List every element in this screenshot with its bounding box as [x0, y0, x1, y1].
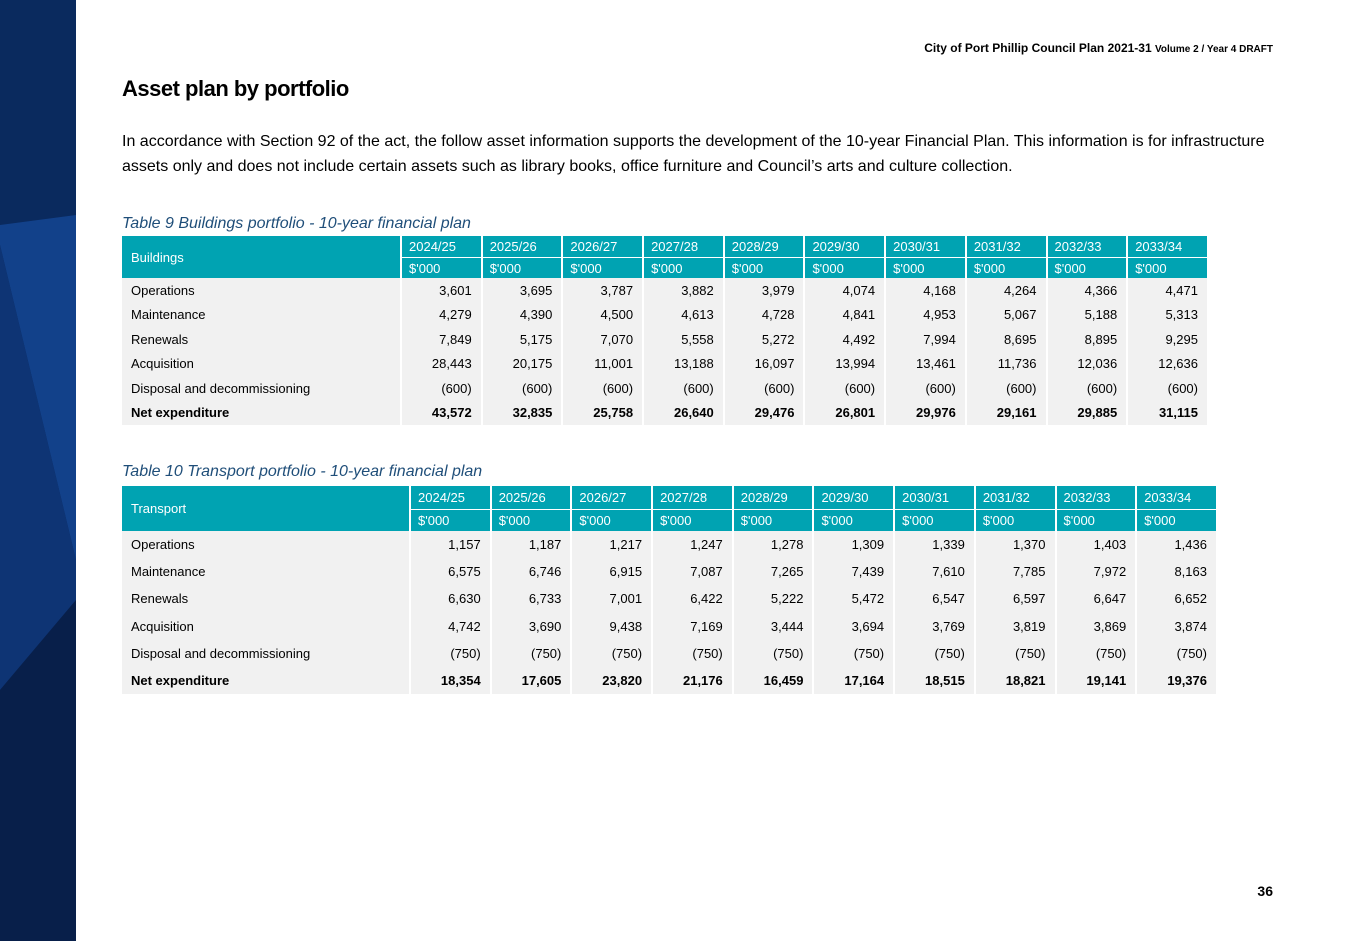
unit-header: $'000: [491, 510, 572, 532]
value-cell: 5,558: [643, 327, 724, 352]
transport-table: [122, 486, 1218, 694]
unit-header: $'000: [975, 510, 1056, 532]
row-label: Renewals: [122, 327, 401, 352]
unit-header: $'000: [1127, 258, 1208, 279]
value-cell: 7,994: [885, 327, 966, 352]
value-cell: 3,979: [724, 278, 805, 303]
value-cell: (600): [885, 376, 966, 401]
page-number: 36: [1257, 883, 1273, 899]
row-label: Disposal and decommissioning: [122, 640, 410, 667]
value-cell: (600): [1127, 376, 1208, 401]
value-cell: (600): [401, 376, 482, 401]
value-cell: (600): [1047, 376, 1128, 401]
value-cell: 3,444: [733, 613, 814, 640]
header-subtitle: Volume 2 / Year 4 DRAFT: [1154, 44, 1273, 55]
row-label: Acquisition: [122, 613, 410, 640]
unit-header: $'000: [1056, 510, 1137, 532]
value-cell: 5,188: [1047, 303, 1128, 328]
value-cell: 3,882: [643, 278, 724, 303]
unit-header: $'000: [1047, 258, 1128, 279]
table-row: [122, 376, 1208, 401]
sidebar-decoration: [0, 0, 76, 941]
value-cell: 29,476: [724, 401, 805, 426]
value-cell: 5,067: [966, 303, 1047, 328]
value-cell: 20,175: [482, 352, 563, 377]
unit-header: $'000: [410, 510, 491, 532]
row-label: Acquisition: [122, 352, 401, 377]
header-title: City of Port Phillip Council Plan 2021-31: [924, 41, 1152, 55]
unit-header: $'000: [733, 510, 814, 532]
year-header: 2024/25: [401, 236, 482, 258]
buildings-table: [122, 236, 1209, 425]
year-header: 2030/31: [885, 236, 966, 258]
value-cell: 6,597: [975, 585, 1056, 612]
value-cell: 16,459: [733, 667, 814, 694]
table-row: [122, 585, 1217, 612]
value-cell: (750): [975, 640, 1056, 667]
value-cell: (750): [1136, 640, 1217, 667]
unit-header: $'000: [724, 258, 805, 279]
value-cell: 17,164: [813, 667, 894, 694]
value-cell: 26,801: [804, 401, 885, 426]
value-cell: 4,264: [966, 278, 1047, 303]
table-header-label: Transport: [122, 486, 410, 531]
row-label: Maintenance: [122, 303, 401, 328]
value-cell: 21,176: [652, 667, 733, 694]
value-cell: (600): [966, 376, 1047, 401]
page-title: Asset plan by portfolio: [122, 76, 349, 101]
table-row: [122, 531, 1217, 558]
value-cell: (750): [491, 640, 572, 667]
value-cell: 19,141: [1056, 667, 1137, 694]
unit-header: $'000: [562, 258, 643, 279]
value-cell: 7,087: [652, 558, 733, 585]
value-cell: 1,217: [571, 531, 652, 558]
table-row: [122, 401, 1208, 426]
value-cell: 3,819: [975, 613, 1056, 640]
year-header: 2024/25: [410, 486, 491, 510]
year-header: 2033/34: [1127, 236, 1208, 258]
value-cell: 3,694: [813, 613, 894, 640]
value-cell: 6,647: [1056, 585, 1137, 612]
value-cell: 4,953: [885, 303, 966, 328]
value-cell: 3,769: [894, 613, 975, 640]
value-cell: 7,070: [562, 327, 643, 352]
year-header: 2029/30: [804, 236, 885, 258]
year-header: 2025/26: [491, 486, 572, 510]
value-cell: 1,309: [813, 531, 894, 558]
value-cell: 6,422: [652, 585, 733, 612]
value-cell: 7,265: [733, 558, 814, 585]
value-cell: 3,787: [562, 278, 643, 303]
year-header: 2031/32: [975, 486, 1056, 510]
row-label: Operations: [122, 278, 401, 303]
unit-header: $'000: [652, 510, 733, 532]
value-cell: 29,885: [1047, 401, 1128, 426]
value-cell: (750): [1056, 640, 1137, 667]
value-cell: 8,895: [1047, 327, 1128, 352]
value-cell: 6,575: [410, 558, 491, 585]
value-cell: 12,636: [1127, 352, 1208, 377]
unit-header: $'000: [813, 510, 894, 532]
value-cell: 4,279: [401, 303, 482, 328]
value-cell: 4,613: [643, 303, 724, 328]
year-header: 2031/32: [966, 236, 1047, 258]
value-cell: 4,471: [1127, 278, 1208, 303]
table-row: [122, 352, 1208, 377]
row-label: Disposal and decommissioning: [122, 376, 401, 401]
table-row: [122, 327, 1208, 352]
value-cell: 1,187: [491, 531, 572, 558]
row-label: Net expenditure: [122, 667, 410, 694]
value-cell: 3,601: [401, 278, 482, 303]
value-cell: (600): [482, 376, 563, 401]
year-header: 2032/33: [1056, 486, 1137, 510]
table-row: [122, 303, 1208, 328]
value-cell: 9,438: [571, 613, 652, 640]
unit-header: $'000: [804, 258, 885, 279]
value-cell: (750): [813, 640, 894, 667]
value-cell: 29,976: [885, 401, 966, 426]
unit-header: $'000: [894, 510, 975, 532]
unit-header: $'000: [571, 510, 652, 532]
year-header: 2028/29: [724, 236, 805, 258]
value-cell: 5,472: [813, 585, 894, 612]
value-cell: (750): [410, 640, 491, 667]
value-cell: 1,157: [410, 531, 491, 558]
unit-header: $'000: [1136, 510, 1217, 532]
value-cell: (600): [804, 376, 885, 401]
table-row: [122, 278, 1208, 303]
value-cell: 25,758: [562, 401, 643, 426]
value-cell: 4,742: [410, 613, 491, 640]
value-cell: 4,168: [885, 278, 966, 303]
value-cell: 17,605: [491, 667, 572, 694]
year-header: 2026/27: [571, 486, 652, 510]
value-cell: 7,785: [975, 558, 1056, 585]
value-cell: 1,436: [1136, 531, 1217, 558]
value-cell: 29,161: [966, 401, 1047, 426]
year-header: 2027/28: [643, 236, 724, 258]
unit-header: $'000: [643, 258, 724, 279]
value-cell: 7,610: [894, 558, 975, 585]
value-cell: 4,366: [1047, 278, 1128, 303]
value-cell: (750): [733, 640, 814, 667]
value-cell: 31,115: [1127, 401, 1208, 426]
value-cell: 7,001: [571, 585, 652, 612]
value-cell: 5,313: [1127, 303, 1208, 328]
row-label: Renewals: [122, 585, 410, 612]
value-cell: 3,690: [491, 613, 572, 640]
value-cell: 11,001: [562, 352, 643, 377]
value-cell: (750): [571, 640, 652, 667]
unit-header: $'000: [966, 258, 1047, 279]
value-cell: 4,390: [482, 303, 563, 328]
table-row: [122, 640, 1217, 667]
value-cell: 18,515: [894, 667, 975, 694]
value-cell: 5,222: [733, 585, 814, 612]
value-cell: 1,247: [652, 531, 733, 558]
value-cell: 4,728: [724, 303, 805, 328]
value-cell: 6,733: [491, 585, 572, 612]
table-row: [122, 667, 1217, 694]
document-header: [924, 41, 1273, 55]
sidebar-pattern: [0, 0, 76, 941]
year-header: 2029/30: [813, 486, 894, 510]
value-cell: 5,175: [482, 327, 563, 352]
value-cell: 1,339: [894, 531, 975, 558]
value-cell: (750): [652, 640, 733, 667]
value-cell: 26,640: [643, 401, 724, 426]
value-cell: 8,163: [1136, 558, 1217, 585]
row-label: Maintenance: [122, 558, 410, 585]
year-header: 2032/33: [1047, 236, 1128, 258]
table-row: [122, 558, 1217, 585]
value-cell: 6,630: [410, 585, 491, 612]
unit-header: $'000: [482, 258, 563, 279]
value-cell: 1,370: [975, 531, 1056, 558]
value-cell: 6,547: [894, 585, 975, 612]
value-cell: 4,841: [804, 303, 885, 328]
value-cell: 7,849: [401, 327, 482, 352]
value-cell: 13,188: [643, 352, 724, 377]
row-label: Net expenditure: [122, 401, 401, 426]
unit-header: $'000: [401, 258, 482, 279]
value-cell: 13,461: [885, 352, 966, 377]
value-cell: 32,835: [482, 401, 563, 426]
value-cell: 8,695: [966, 327, 1047, 352]
year-header: 2033/34: [1136, 486, 1217, 510]
value-cell: 4,074: [804, 278, 885, 303]
value-cell: 1,403: [1056, 531, 1137, 558]
year-header: 2027/28: [652, 486, 733, 510]
value-cell: 6,915: [571, 558, 652, 585]
value-cell: (600): [562, 376, 643, 401]
table-header-label: Buildings: [122, 236, 401, 278]
value-cell: 18,821: [975, 667, 1056, 694]
value-cell: 28,443: [401, 352, 482, 377]
table-10-caption: Table 10 Transport portfolio - 10-year financial plan: [122, 463, 483, 480]
value-cell: 7,439: [813, 558, 894, 585]
value-cell: 18,354: [410, 667, 491, 694]
value-cell: 11,736: [966, 352, 1047, 377]
value-cell: (600): [643, 376, 724, 401]
row-label: Operations: [122, 531, 410, 558]
value-cell: 3,695: [482, 278, 563, 303]
value-cell: 5,272: [724, 327, 805, 352]
value-cell: 1,278: [733, 531, 814, 558]
value-cell: 43,572: [401, 401, 482, 426]
table-9-caption: Table 9 Buildings portfolio - 10-year financial plan: [122, 215, 471, 232]
value-cell: 13,994: [804, 352, 885, 377]
value-cell: 9,295: [1127, 327, 1208, 352]
value-cell: 7,972: [1056, 558, 1137, 585]
value-cell: (750): [894, 640, 975, 667]
year-header: 2028/29: [733, 486, 814, 510]
unit-header: $'000: [885, 258, 966, 279]
value-cell: 16,097: [724, 352, 805, 377]
value-cell: 6,652: [1136, 585, 1217, 612]
value-cell: 4,492: [804, 327, 885, 352]
value-cell: 4,500: [562, 303, 643, 328]
intro-paragraph: In accordance with Section 92 of the act, the follow asset information supports the development of the 10-year Financial Plan. This information is for infrastructure assets only and does not include certain assets such as library books, office furniture and Council’s arts and culture collection.: [122, 133, 1265, 175]
value-cell: 12,036: [1047, 352, 1128, 377]
value-cell: 3,874: [1136, 613, 1217, 640]
year-header: 2030/31: [894, 486, 975, 510]
year-header: 2026/27: [562, 236, 643, 258]
value-cell: 6,746: [491, 558, 572, 585]
value-cell: (600): [724, 376, 805, 401]
value-cell: 7,169: [652, 613, 733, 640]
year-header: 2025/26: [482, 236, 563, 258]
table-row: [122, 613, 1217, 640]
value-cell: 19,376: [1136, 667, 1217, 694]
value-cell: 23,820: [571, 667, 652, 694]
value-cell: 3,869: [1056, 613, 1137, 640]
